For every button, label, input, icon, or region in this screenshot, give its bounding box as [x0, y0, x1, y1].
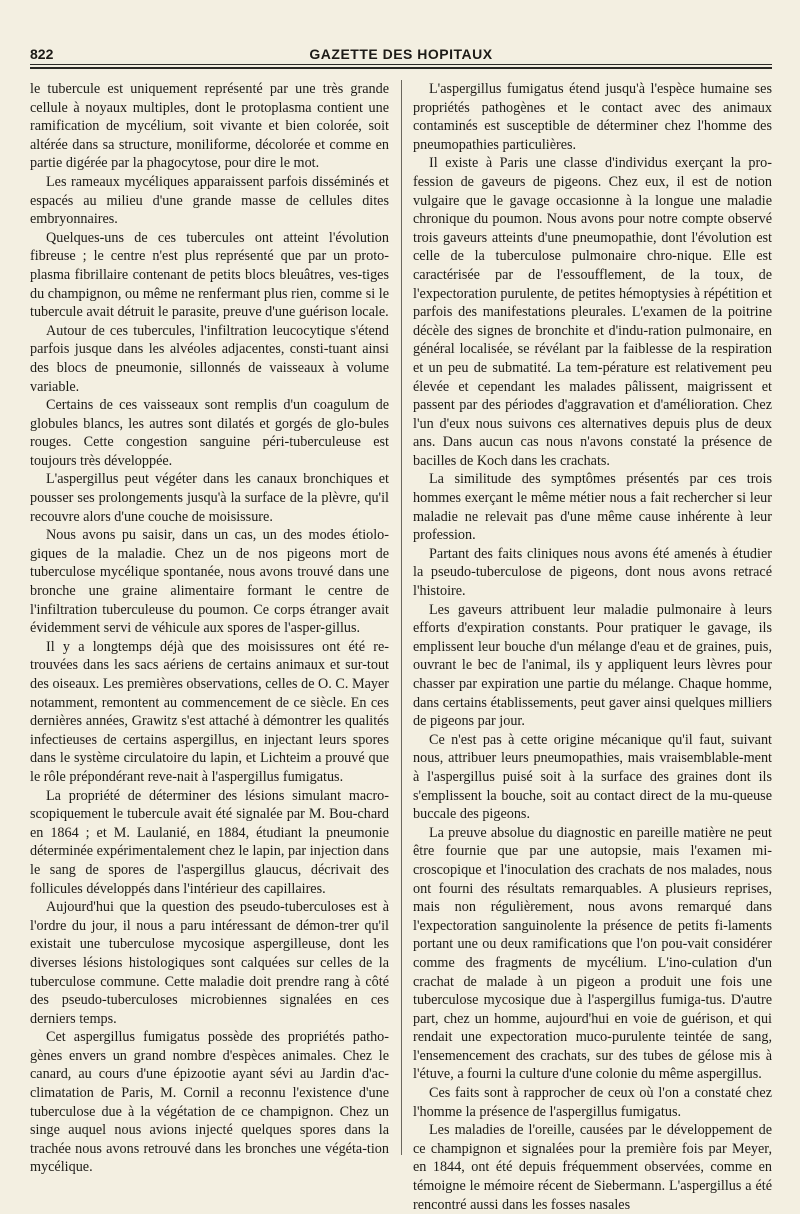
- paragraph: Il y a longtemps déjà que des moisissures ont été re-trouvées dans les sacs aériens de certains animaux et sur-tout des oiseaux. Les premières observations, celles de O. C. Mayer notamment, remontent au commencement de ce siècle. En ces dernières années, Grawitz s'est attaché à démontrer les qualités infectieuses de certains aspergillus, en injectant leurs spores dans le système circulatoire du lapin, et Lichteim a prouvé que le rôle prépondérant reve-nait à l'aspergillus fumigatus.: [30, 638, 389, 785]
- paragraph: La preuve absolue du diagnostic en pareille matière ne peut être fournie que par une autopsie, mais l'examen mi-croscopique et l'inoculation des crachats de nos malades, nous ont fourni des résultats remarquables. A plusieurs reprises, mais non régulièrement, nous avons remarqué dans l'expectoration sanguinolente la présence de petits fi-laments portant une ou deux ramifications que l'on pou-vait considérer comme des fragments de mycélium. L'ino-culation d'un crachat de malade à un pigeon a produit une fois une tuberculose mycosique due à l'aspergillus fumiga-tus. D'autre part, chez un homme, aujourd'hui en voie de guérison, et qui rendait une expectoration muco-purulente teintée de sang, l'ensemencement des crachats, sur des tubes de gélose mis à l'étuve, a fourni la culture d'une colonie du même aspergillus.: [413, 824, 772, 1083]
- paragraph: Certains de ces vaisseaux sont remplis d'un coagulum de globules blancs, les autres sont dilatés et gorgés de glo-bules rouges. Cette congestion sanguine péri-tuberculeuse est toujours très développée.: [30, 397, 389, 469]
- running-header: [30, 46, 772, 66]
- paragraph: Quelques-uns de ces tubercules ont atteint l'évolution fibreuse ; le centre n'est plus représenté que par un proto-plasma fibrillaire contenant de petits blocs bleuâtres, ves-tiges du champignon, ou même ne renfermant plus rien, comme si le tubercule avait détruit le parasite, preuve d'une guérison locale.: [30, 229, 389, 321]
- paragraph: L'aspergillus peut végéter dans les canaux bronchiques et pousser ses prolongements jusqu'à la surface de la plèvre, qu'il recouvre alors d'une couche de moisissure.: [30, 471, 389, 525]
- paragraph: Ces faits sont à rapprocher de ceux où l'on a constaté chez l'homme la présence de l'aspergillus fumigatus.: [413, 1085, 772, 1120]
- paragraph: Les rameaux mycéliques apparaissent parfois disséminés et espacés au milieu d'une grande masse de cellules dites embryonnaires.: [30, 173, 389, 228]
- left-column: [30, 80, 389, 1176]
- page-number: 822: [30, 46, 54, 62]
- column-divider: [401, 80, 402, 1155]
- paragraph: Cet aspergillus fumigatus possède des propriétés patho-gènes envers un grand nombre d'espèces animales. Chez le canard, au cours d'une épizootie ayant sévi au Jardin d'ac-climatation de Paris, M. Cornil a reconnu l'existence d'une tuberculose due à la végétation de ce champignon. Chez un singe auquel nous avions injecté quelques spores dans la trachée nous avons retrouvé dans les bronches une végéta-tion mycélique.: [30, 1029, 389, 1176]
- paragraph: Les maladies de l'oreille, causées par le développement de ce champignon et signalées pour la première fois par Meyer, en 1844, ont été depuis fréquemment observées, comme en témoigne le mémoire récent de Siebermann. L'aspergillus a été rencontré aussi dans les fosses nasales: [413, 1122, 772, 1213]
- paragraph: Il existe à Paris une classe d'individus exerçant la pro-fession de gaveurs de pigeons. Chez eux, il est de notion vulgaire que le gavage occasionne à la longue une maladie chronique du poumon. Nous avons pour notre compte observé trois gaveurs atteints d'une pneumopathie, dont l'évolution est celle de la tuberculose pulmonaire chro-nique. Elle est caractérisée par de l'essoufflement, de la toux, de l'expectoration purulente, de petites hémoptysies à répétition et parfois des manifestations pleurales. L'examen de la poitrine décèle des signes de bronchite et d'indu-ration pulmonaire, en général localisée, se révélant par la faiblesse de la respiration et un peu de submatité. La tem-pérature est relativement peu élevée et cependant les malades pâlissent, maigrissent et passent par des périodes d'aggravation et d'amélioration. Chez l'un d'eux nous suivons ces alternatives depuis plus de deux ans. Dans aucun cas nous n'avons constaté la présence de bacilles de Koch dans les crachats.: [413, 155, 772, 469]
- paragraph: La propriété de déterminer des lésions simulant macro-scopiquement le tubercule avait été signalée par M. Bou-chard en 1864 ; et M. Laulanié, en 1884, étudiant la pneumonie déterminée expérimentalement chez le lapin, par injection dans le sang de spores de l'aspergillus glaucus, décrivait des follicules développés dans l'intérieur des capillaires.: [30, 787, 389, 897]
- header-rule-thick: [30, 67, 772, 69]
- paragraph: Nous avons pu saisir, dans un cas, un des modes étiolo-giques de la maladie. Chez un de nos pigeons mort de tuberculose mycélique spontanée, nous avons trouvé dans une bronche une graine alimentaire formant le centre de l'infiltration tuberculeuse du poumon. Ce corps étranger avait évidemment servi de véhicule aux spores de l'asper-gillus.: [30, 527, 389, 637]
- paragraph: L'aspergillus fumigatus étend jusqu'à l'espèce humaine ses propriétés pathogènes et le contact avec des animaux contaminés est susceptible de déterminer chez l'homme des pneumopathies particulières.: [413, 81, 772, 153]
- paragraph: le tubercule est uniquement représenté par une très grande cellule à noyaux multiples, dont le protoplasma contient une ramification de mycélium, soit vivante et bien colorée, soit altérée dans sa structure, moniliforme, décolorée et comme en partie digérée par la phagocytose, pour dire le mot.: [30, 81, 389, 172]
- paragraph: Partant des faits cliniques nous avons été amenés à étudier la pseudo-tuberculose de pigeons, dont nous avons retracé l'histoire.: [413, 545, 772, 600]
- paragraph: Autour de ces tubercules, l'infiltration leucocytique s'étend parfois jusque dans les alvéoles adjacentes, consti-tuant ainsi des blocs de pneumonie, sillonnés de vaisseaux à volume variable.: [30, 322, 389, 395]
- journal-title: GAZETTE DES HOPITAUX: [309, 46, 493, 62]
- paragraph: La similitude des symptômes présentés par ces trois hommes exerçant le même métier nous a fait rechercher si leur maladie ne relevait pas d'une même cause inhérente à leur profession.: [413, 471, 772, 544]
- header-rule-thin: [30, 64, 772, 65]
- paragraph: Aujourd'hui que la question des pseudo-tuberculoses est à l'ordre du jour, il nous a paru intéressant de démon-trer qu'il existait une tuberculose mycosique aspergilleuse, dont les diverses lésions histologiques sont calquées sur celles de la tuberculose commune. Cette maladie doit prendre rang à côté des pseudo-tuberculoses microbiennes signalées en ces derniers temps.: [30, 899, 389, 1027]
- paragraph: Ce n'est pas à cette origine mécanique qu'il faut, suivant nous, attribuer leurs pneumopathies, mais vraisemblable-ment à l'aspergillus puisé soit à la surface des graines dont ils s'emplissent la bouche, soit au contact direct de la mu-queuse buccale des pigeons.: [413, 731, 772, 823]
- paragraph: Les gaveurs attribuent leur maladie pulmonaire à leurs efforts d'expiration constants. Pour pratiquer le gavage, ils emplissent leur bouche d'un mélange d'eau et de graines, puis, ouvrant le bec de l'animal, ils y appliquent leurs lèvres pour chasser par expiration une partie du mélange. Chaque homme, dans certains établissements, peut gaver ainsi quelques milliers de pigeons par jour.: [413, 601, 772, 730]
- right-column: [413, 80, 772, 1213]
